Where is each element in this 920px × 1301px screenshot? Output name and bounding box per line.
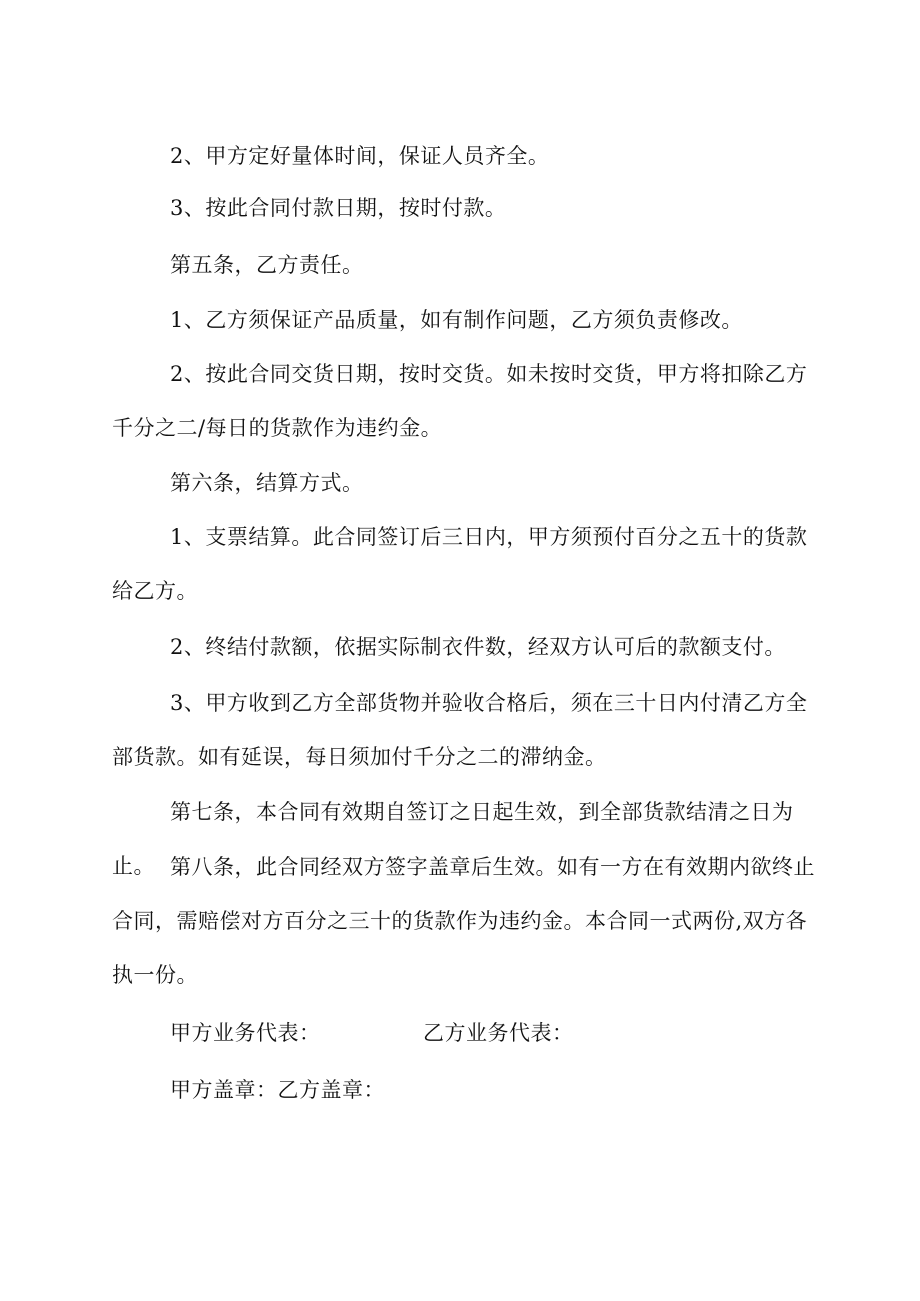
article-5-item-2: 2、按此合同交货日期，按时交货。如未按时交货，甲方将扣除乙方千分之二/每日的货款作为违约金。 [112, 362, 808, 440]
article-6-heading: 第六条，结算方式。 [170, 471, 364, 495]
seals-label: 甲方盖章：乙方盖章： [170, 1078, 385, 1102]
article-7: 第七条，本合同有效期自签订之日起生效，到全部货款结清之日为止。 [112, 800, 794, 878]
article-6-item-3: 3、甲方收到乙方全部货物并验收合格后，须在三十日内付清乙方全部货款。如有延误，每日须加付千分之二的滞纳金。 [112, 691, 808, 769]
clause-a-item-2: 2、甲方定好量体时间，保证人员齐全。 [170, 144, 550, 168]
article-5-heading: 第五条，乙方责任。 [170, 253, 364, 277]
article-8: 第八条，此合同经双方签字盖章后生效。如有一方在有效期内欲终止合同，需赔偿对方百分之三十的货款作为违约金。本合同一式两份,双方各执一份。 [112, 855, 815, 987]
article-6-item-2: 2、终结付款额，依据实际制衣件数，经双方认可后的款额支付。 [170, 635, 786, 659]
clause-a-item-3: 3、按此合同付款日期，按时付款。 [170, 196, 507, 220]
article-6-item-1: 1、支票结算。此合同签订后三日内，甲方须预付百分之五十的货款给乙方。 [112, 525, 808, 603]
party-b-rep-label: 乙方业务代表： [423, 1021, 574, 1045]
party-a-rep-label: 甲方业务代表： [170, 1021, 321, 1045]
article-5-item-1: 1、乙方须保证产品质量，如有制作问题，乙方须负责修改。 [170, 308, 743, 332]
